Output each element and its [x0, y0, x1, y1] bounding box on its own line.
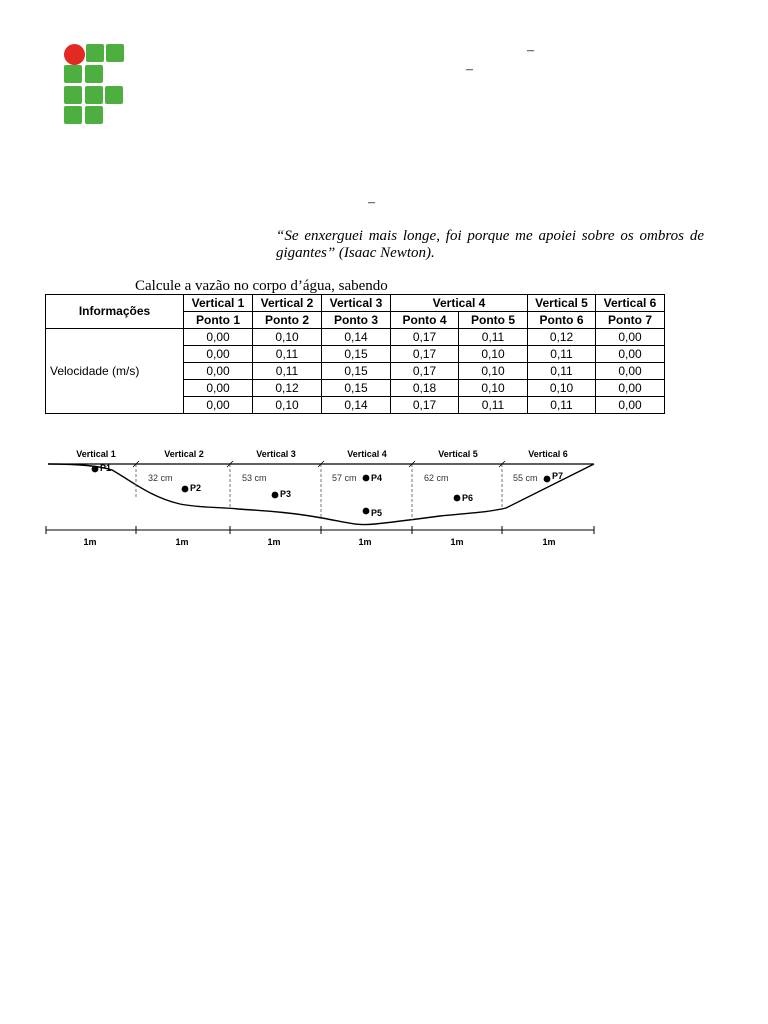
diagram-vertical-label: Vertical 1: [76, 449, 116, 459]
vertical-header: Vertical 1: [184, 295, 253, 312]
table-cell: 0,10: [253, 329, 322, 346]
logo-square: [64, 65, 82, 83]
logo-square: [64, 106, 82, 124]
institution-logo: [64, 44, 124, 126]
table-cell: 0,00: [184, 363, 253, 380]
diagram-vertical-label: Vertical 5: [438, 449, 478, 459]
vertical-header: Vertical 2: [253, 295, 322, 312]
table-cell: 0,10: [459, 380, 528, 397]
exercise-instruction: Calcule a vazão no corpo d’água, sabendo: [135, 278, 388, 294]
diagram-vertical-label: Vertical 3: [256, 449, 296, 459]
depth-label: 32 cm: [148, 473, 173, 483]
measurement-point: [272, 492, 279, 499]
velocity-table: [45, 294, 665, 414]
measurement-point: [363, 508, 370, 515]
depth-label: 62 cm: [424, 473, 449, 483]
measurement-point: [454, 495, 461, 502]
table-header-row: [46, 295, 665, 312]
logo-red-dot: [64, 44, 85, 65]
table-cell: 0,17: [391, 346, 459, 363]
logo-square: [85, 86, 103, 104]
table-cell: 0,11: [528, 397, 596, 414]
table-cell: 0,10: [253, 397, 322, 414]
point-label: P4: [371, 473, 383, 483]
vertical-header: Vertical 3: [322, 295, 391, 312]
measurement-point: [92, 466, 99, 473]
point-label: P7: [552, 471, 564, 481]
logo-square: [85, 106, 103, 124]
table-cell: 0,00: [596, 329, 665, 346]
header-dash: –: [466, 62, 473, 77]
table-cell: 0,14: [322, 397, 391, 414]
point-label: P3: [280, 489, 292, 499]
table-cell: 0,00: [596, 346, 665, 363]
spacing-label: 1m: [358, 537, 372, 547]
table-cell: 0,00: [184, 329, 253, 346]
header-dash: –: [527, 43, 534, 58]
river-cross-section: [40, 442, 600, 548]
spacing-label: 1m: [267, 537, 281, 547]
point-header: Ponto 5: [459, 312, 528, 329]
logo-square: [64, 86, 82, 104]
table-cell: 0,00: [184, 380, 253, 397]
diagram-vertical-label: Vertical 2: [164, 449, 204, 459]
table-row: [46, 329, 665, 346]
table-cell: 0,15: [322, 363, 391, 380]
vertical-header: Vertical 5: [528, 295, 596, 312]
diagram-vertical-label: Vertical 4: [347, 449, 387, 459]
epigraph-quote: “Se enxerguei mais longe, foi porque me apoiei sobre os ombros de gigantes” (Isaac Newton).: [276, 228, 704, 261]
table-cell: 0,12: [253, 380, 322, 397]
vertical-header: Vertical 6: [596, 295, 665, 312]
table-cell: 0,00: [184, 397, 253, 414]
point-header: Ponto 1: [184, 312, 253, 329]
info-header: Informações: [46, 295, 184, 329]
point-header: Ponto 3: [322, 312, 391, 329]
table-cell: 0,11: [528, 346, 596, 363]
table-cell: 0,18: [391, 380, 459, 397]
point-label: P1: [100, 463, 112, 473]
point-label: P5: [371, 508, 383, 518]
depth-label: 55 cm: [513, 473, 538, 483]
measurement-point: [182, 486, 189, 493]
table-cell: 0,10: [459, 363, 528, 380]
measurement-point: [544, 476, 551, 483]
table-cell: 0,17: [391, 363, 459, 380]
point-label: P6: [462, 493, 474, 503]
header-dash: –: [368, 195, 375, 210]
point-header: Ponto 7: [596, 312, 665, 329]
table-cell: 0,11: [459, 397, 528, 414]
table-cell: 0,15: [322, 380, 391, 397]
table-cell: 0,12: [528, 329, 596, 346]
spacing-label: 1m: [83, 537, 97, 547]
logo-square: [86, 44, 104, 62]
table-cell: 0,11: [459, 329, 528, 346]
table-cell: 0,00: [596, 363, 665, 380]
vertical-header: Vertical 4: [391, 295, 528, 312]
spacing-label: 1m: [542, 537, 556, 547]
table-cell: 0,00: [184, 346, 253, 363]
velocity-label: Velocidade (m/s): [46, 329, 184, 414]
table-cell: 0,14: [322, 329, 391, 346]
spacing-label: 1m: [450, 537, 464, 547]
table-cell: 0,10: [528, 380, 596, 397]
table-cell: 0,15: [322, 346, 391, 363]
point-header: Ponto 2: [253, 312, 322, 329]
logo-square: [105, 86, 123, 104]
point-label: P2: [190, 483, 202, 493]
measurement-point: [363, 475, 370, 482]
table-cell: 0,11: [253, 363, 322, 380]
table-cell: 0,10: [459, 346, 528, 363]
spacing-label: 1m: [175, 537, 189, 547]
table-cell: 0,00: [596, 380, 665, 397]
logo-square: [106, 44, 124, 62]
point-header: Ponto 6: [528, 312, 596, 329]
table-cell: 0,11: [253, 346, 322, 363]
table-cell: 0,11: [528, 363, 596, 380]
table-cell: 0,00: [596, 397, 665, 414]
point-header: Ponto 4: [391, 312, 459, 329]
logo-square: [85, 65, 103, 83]
table-cell: 0,17: [391, 397, 459, 414]
diagram-vertical-label: Vertical 6: [528, 449, 568, 459]
depth-label: 53 cm: [242, 473, 267, 483]
depth-label: 57 cm: [332, 473, 357, 483]
table-cell: 0,17: [391, 329, 459, 346]
